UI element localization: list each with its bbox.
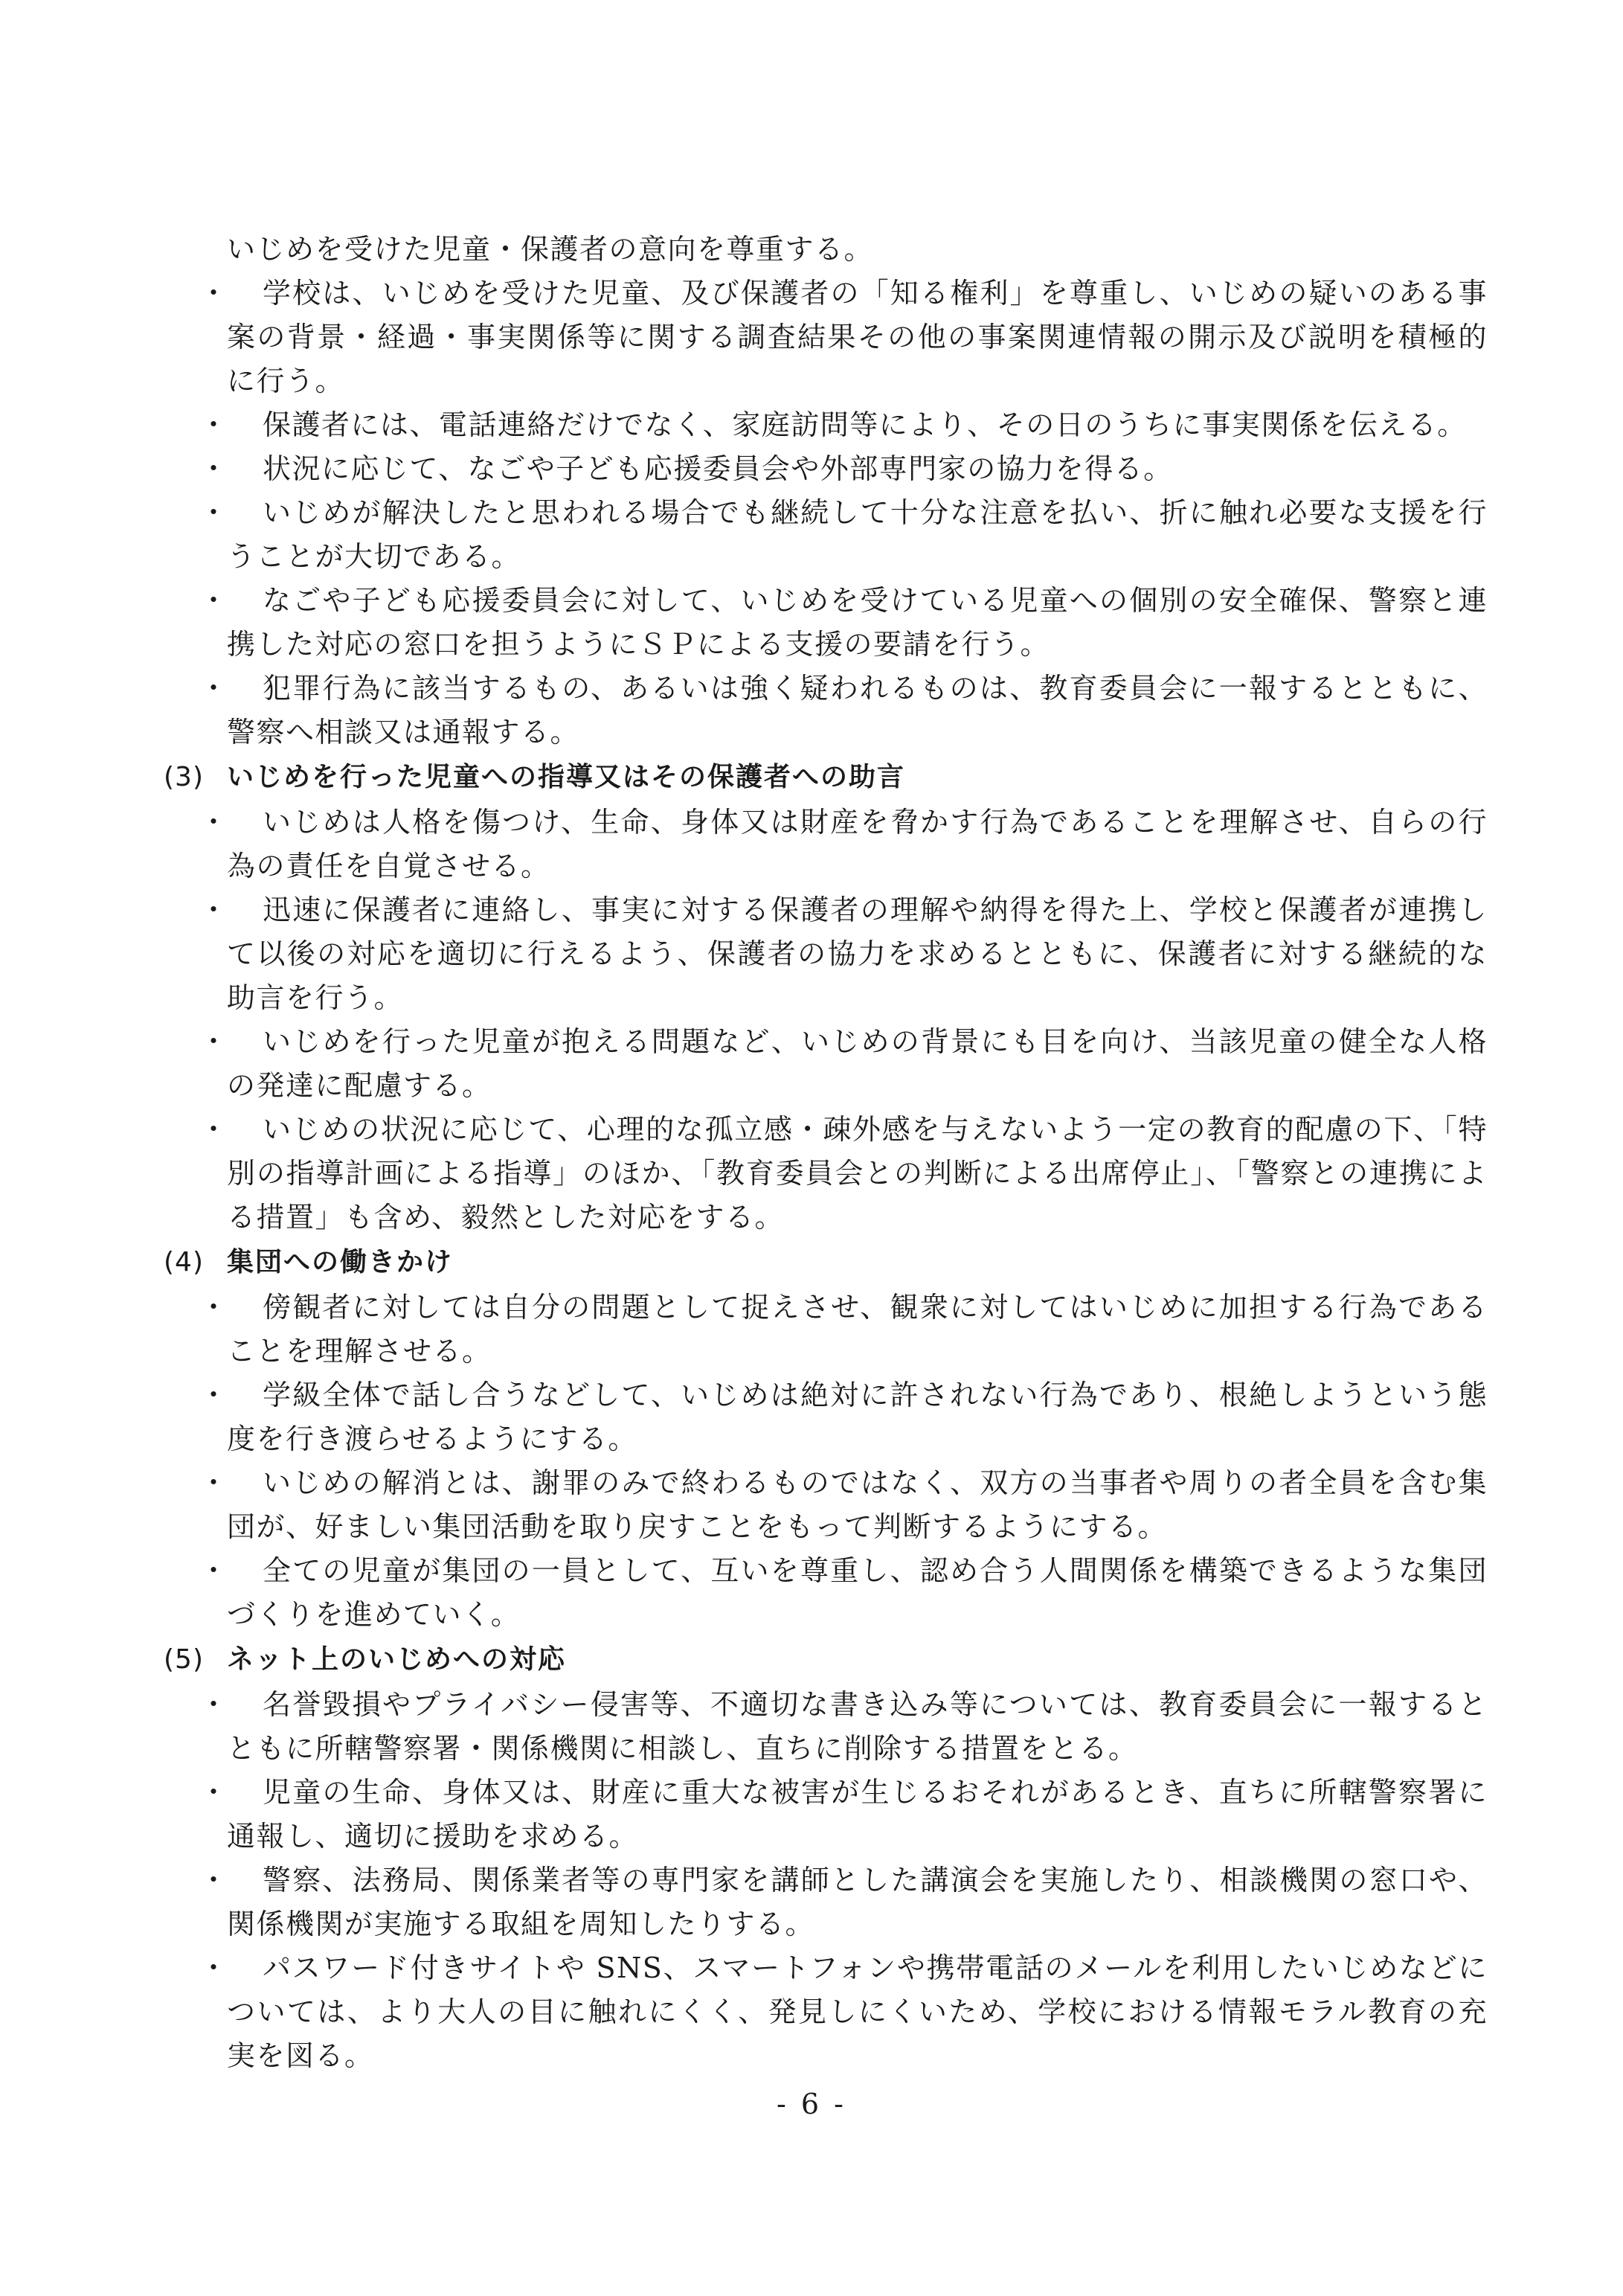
bullet-mark: ・ bbox=[199, 1025, 229, 1058]
bullet-mark: ・ bbox=[199, 1776, 229, 1809]
section-title: 集団への働きかけ bbox=[227, 1247, 454, 1277]
bullet-item bbox=[164, 1683, 1488, 1771]
bullet-item bbox=[164, 1946, 1488, 2078]
section-5 bbox=[164, 1637, 1488, 2078]
bullet-item bbox=[164, 491, 1488, 579]
bullet-mark: ・ bbox=[199, 894, 229, 926]
bullet-text: いじめの解消とは、謝罪のみで終わるものではなく、双方の当事者や周りの者全員を含む集団が、好ましい集団活動を取り戻すことをもって判断するようにする。 bbox=[227, 1466, 1488, 1543]
section-4 bbox=[164, 1240, 1488, 1637]
bullet-text: 犯罪行為に該当するもの、あるいは強く疑われるものは、教育委員会に一報するとともに、警察へ相談又は通報する。 bbox=[227, 672, 1488, 748]
bullet-text: 児童の生命、身体又は、財産に重大な被害が生じるおそれがあるとき、直ちに所轄警察署に通報し、適切に援助を求める。 bbox=[227, 1776, 1488, 1853]
bullet-mark: ・ bbox=[199, 1688, 229, 1721]
bullet-item bbox=[164, 403, 1488, 447]
bullet-item bbox=[164, 1461, 1488, 1549]
bullet-text: 迅速に保護者に連絡し、事実に対する保護者の理解や納得を得た上、学校と保護者が連携して以後の対応を適切に行えるよう、保護者の協力を求めるとともに、保護者に対する継続的な助言を行う。 bbox=[227, 894, 1488, 1014]
bullet-item bbox=[164, 667, 1488, 754]
section-number: (3) bbox=[164, 762, 204, 792]
bullet-mark: ・ bbox=[199, 277, 229, 310]
bullet-text: 警察、法務局、関係業者等の専門家を講師とした講演会を実施したり、相談機関の窓口や、関係機関が実施する取組を周知したりする。 bbox=[227, 1864, 1488, 1940]
bullet-item bbox=[164, 447, 1488, 491]
section-bullet-list bbox=[164, 801, 1488, 1240]
bullet-mark: ・ bbox=[199, 496, 229, 529]
bullet-mark: ・ bbox=[199, 1379, 229, 1411]
continuation-text: いじめを受けた児童・保護者の意向を尊重する。 bbox=[227, 233, 874, 266]
bullet-mark: ・ bbox=[199, 1554, 229, 1587]
page-number: - 6 - bbox=[776, 2088, 846, 2120]
bullet-item bbox=[164, 579, 1488, 667]
bullet-item bbox=[164, 801, 1488, 888]
bullet-mark: ・ bbox=[199, 672, 229, 705]
bullet-item bbox=[164, 1549, 1488, 1637]
page-content bbox=[164, 228, 1488, 2078]
bullet-text: パスワード付きサイトや SNS、スマートフォンや携帯電話のメールを利用したいじめなどについては、より大人の目に触れにくく、発見しにくいため、学校における情報モラル教育の充実を図る。 bbox=[227, 1952, 1488, 2072]
section-2-bullet-list bbox=[164, 272, 1488, 754]
section-title: ネット上のいじめへの対応 bbox=[227, 1644, 567, 1675]
bullet-mark: ・ bbox=[199, 1466, 229, 1499]
bullet-text: 保護者には、電話連絡だけでなく、家庭訪問等により、その日のうちに事実関係を伝える。 bbox=[263, 408, 1467, 441]
bullet-mark: ・ bbox=[199, 408, 229, 441]
section-heading bbox=[164, 754, 1488, 801]
bullet-mark: ・ bbox=[199, 1113, 229, 1146]
bullet-item bbox=[164, 888, 1488, 1020]
section-heading bbox=[164, 1637, 1488, 1683]
bullet-text: 学級全体で話し合うなどして、いじめは絶対に許されない行為であり、根絶しようという態度を行き渡らせるようにする。 bbox=[227, 1379, 1488, 1455]
bullet-mark: ・ bbox=[199, 584, 229, 617]
bullet-text: 名誉毀損やプライバシー侵害等、不適切な書き込み等については、教育委員会に一報するとともに所轄警察署・関係機関に相談し、直ちに削除する措置をとる。 bbox=[227, 1688, 1488, 1765]
bullet-text: 状況に応じて、なごや子ども応援委員会や外部専門家の協力を得る。 bbox=[263, 452, 1173, 485]
bullet-item bbox=[164, 1859, 1488, 1946]
bullet-mark: ・ bbox=[199, 1864, 229, 1896]
bullet-text: なごや子ども応援委員会に対して、いじめを受けている児童への個別の安全確保、警察と連携した対応の窓口を担うようにＳＰによる支援の要請を行う。 bbox=[227, 584, 1488, 661]
bullet-item bbox=[164, 272, 1488, 403]
section-number: (5) bbox=[164, 1644, 204, 1675]
bullet-item bbox=[164, 1020, 1488, 1108]
bullet-text: 全ての児童が集団の一員として、互いを尊重し、認め合う人間関係を構築できるような集団づくりを進めていく。 bbox=[227, 1554, 1488, 1631]
section-heading bbox=[164, 1240, 1488, 1286]
section-bullet-list bbox=[164, 1683, 1488, 2078]
bullet-text: いじめは人格を傷つけ、生命、身体又は財産を脅かす行為であることを理解させ、自らの行為の責任を自覚させる。 bbox=[227, 806, 1488, 882]
section-bullet-list bbox=[164, 1286, 1488, 1637]
bullet-text: 傍観者に対しては自分の問題として捉えさせ、観衆に対してはいじめに加担する行為であることを理解させる。 bbox=[227, 1291, 1488, 1367]
bullet-item bbox=[164, 1373, 1488, 1461]
bullet-item bbox=[164, 1108, 1488, 1240]
bullet-mark: ・ bbox=[199, 806, 229, 838]
section-3 bbox=[164, 754, 1488, 1240]
bullet-text: いじめを行った児童が抱える問題など、いじめの背景にも目を向け、当該児童の健全な人格の発達に配慮する。 bbox=[227, 1025, 1488, 1102]
bullet-text: いじめが解決したと思われる場合でも継続して十分な注意を払い、折に触れ必要な支援を行うことが大切である。 bbox=[227, 496, 1488, 573]
bullet-item bbox=[164, 1771, 1488, 1859]
bullet-mark: ・ bbox=[199, 1291, 229, 1324]
section-number: (4) bbox=[164, 1247, 204, 1277]
bullet-mark: ・ bbox=[199, 1952, 229, 1984]
bullet-text: いじめの状況に応じて、心理的な孤立感・疎外感を与えないよう一定の教育的配慮の下、「特別の指導計画による指導」のほか、「教育委員会との判断による出席停止」、「警察との連携による措置」も含め、毅然とした対応をする。 bbox=[227, 1113, 1488, 1234]
bullet-item bbox=[164, 1286, 1488, 1373]
bullet-text: 学校は、いじめを受けた児童、及び保護者の「知る権利」を尊重し、いじめの疑いのある事案の背景・経過・事実関係等に関する調査結果その他の事案関連情報の開示及び説明を積極的に行う。 bbox=[227, 277, 1488, 397]
section-title: いじめを行った児童への指導又はその保護者への助言 bbox=[227, 762, 906, 792]
bullet-mark: ・ bbox=[199, 452, 229, 485]
